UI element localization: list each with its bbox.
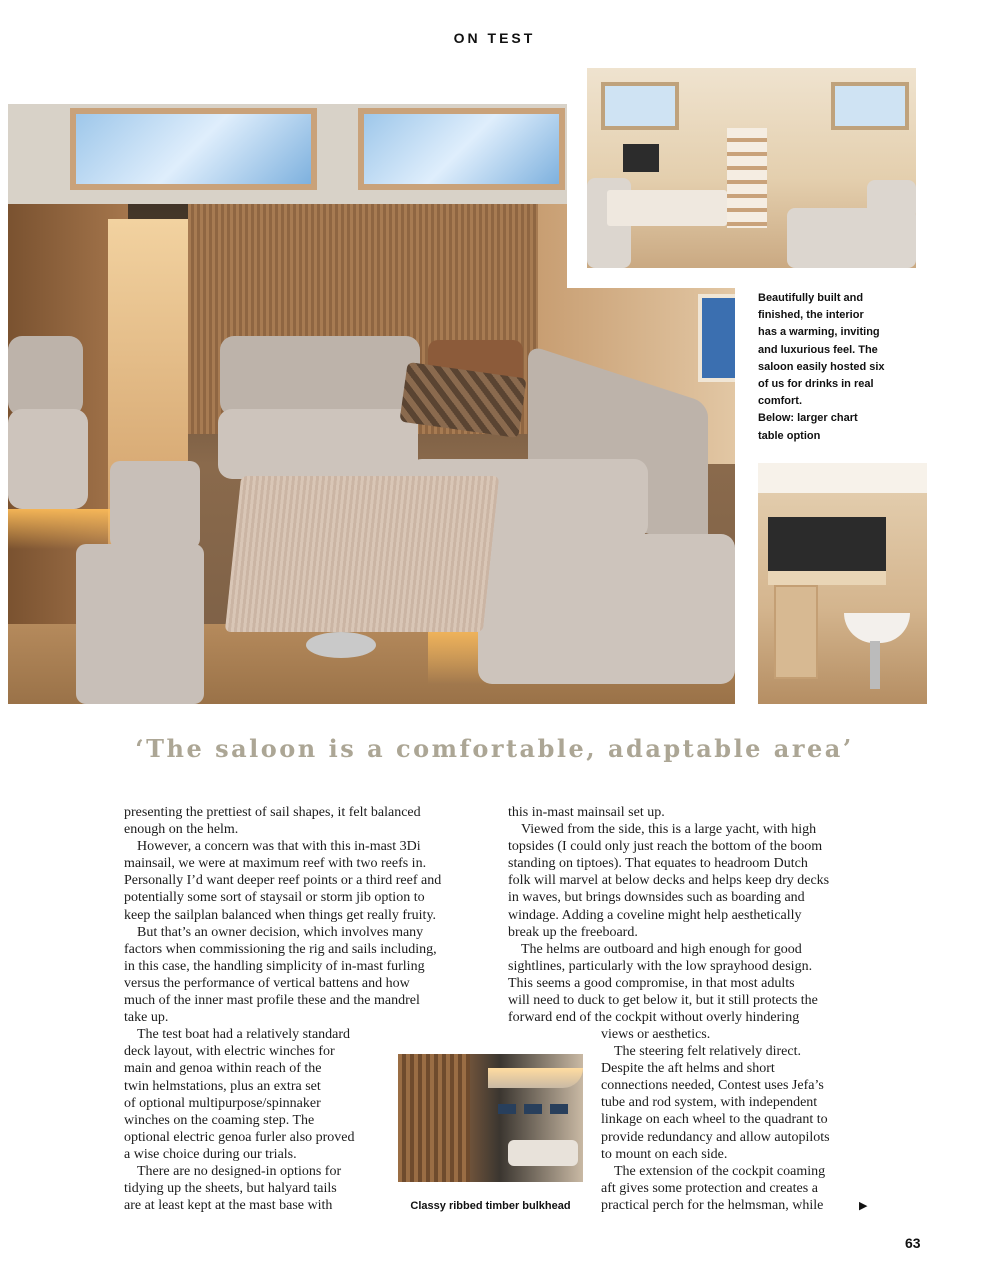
paragraph: this in-mast mainsail set up.	[508, 805, 665, 820]
paragraph: presenting the prettiest of sail shapes, it felt balanced enough on the helm.	[124, 805, 421, 838]
photo-caption-bulkhead: Classy ribbed timber bulkhead	[410, 1200, 571, 1212]
paragraph: The steering felt relatively direct. Despite the aft helms and short connections needed, Contest uses Jefa’s tube and rod system, with independent linkage on each wheel to the quadrant to provide redundancy and allow autopilots to mount on each side.	[601, 1044, 830, 1162]
paragraph: The test boat had a relatively standard deck layout, with electric winches for main and genoa within reach of the twin helmstations, plus an extra set of optional multipurpose/spinnaker winches on the coaming step. The optional electric genoa furler also proved a wise choice during our trials.	[124, 1027, 355, 1162]
paragraph: But that’s an owner decision, which involves many factors when commissioning the rig and sails including, in this case, the handling simplicity of in-mast furling versus the performance of vertical battens and how much of the inner mast profile these and the mandrel take up.	[124, 924, 437, 1026]
paragraph: The extension of the cockpit coaming aft gives some protection and creates a practical perch for the helmsman, while	[601, 1163, 826, 1213]
article-column-2	[508, 804, 868, 1026]
ribbed-bulkhead-photo	[398, 1054, 583, 1182]
photo-caption-main: Beautifully built and finished, the interior has a warming, inviting and luxurious feel. The saloon easily hosted six of us for drinks in real comfort. Below: larger chart table option	[758, 292, 885, 442]
page-number: 63	[905, 1235, 921, 1251]
continue-arrow-icon: ▶	[859, 1199, 868, 1212]
paragraph: The helms are outboard and high enough for good sightlines, particularly with the low sprayhood design. This seems a good compromise, in that most adults will need to duck to get below it, but it still protects the forward end of the cockpit without overly hindering	[508, 941, 818, 1026]
saloon-table	[225, 476, 499, 632]
saloon-forward-photo	[587, 68, 916, 268]
section-header: ON TEST	[453, 30, 536, 46]
chart-table-photo	[758, 463, 927, 704]
paragraph: There are no designed-in options for tidying up the sheets, but halyard tails are at least kept at the mast base with	[124, 1163, 342, 1214]
paragraph: views or aesthetics.	[601, 1027, 711, 1042]
article-column-2-continued	[601, 1026, 871, 1214]
paragraph: Viewed from the side, this is a large yacht, with high topsides (I could only just reach the bottom of the boom standing on tiptoes). That equates to headroom Dutch folk will marvel at below decks and helps keep dry decks in waves, but brings downsides such as boarding and windage. Adding a coveline might help aesthetically break up the freeboard.	[508, 822, 830, 940]
paragraph: However, a concern was that with this in-mast 3Di mainsail, we were at maximum reef with two reefs in. Personally I’d want deeper reef points or a third reef and potentially some sort of staysail or storm jib option to keep the sailplan balanced when things get really fruity.	[124, 839, 442, 923]
pull-quote: ‘The saloon is a comfortable, adaptable area’	[135, 734, 854, 763]
